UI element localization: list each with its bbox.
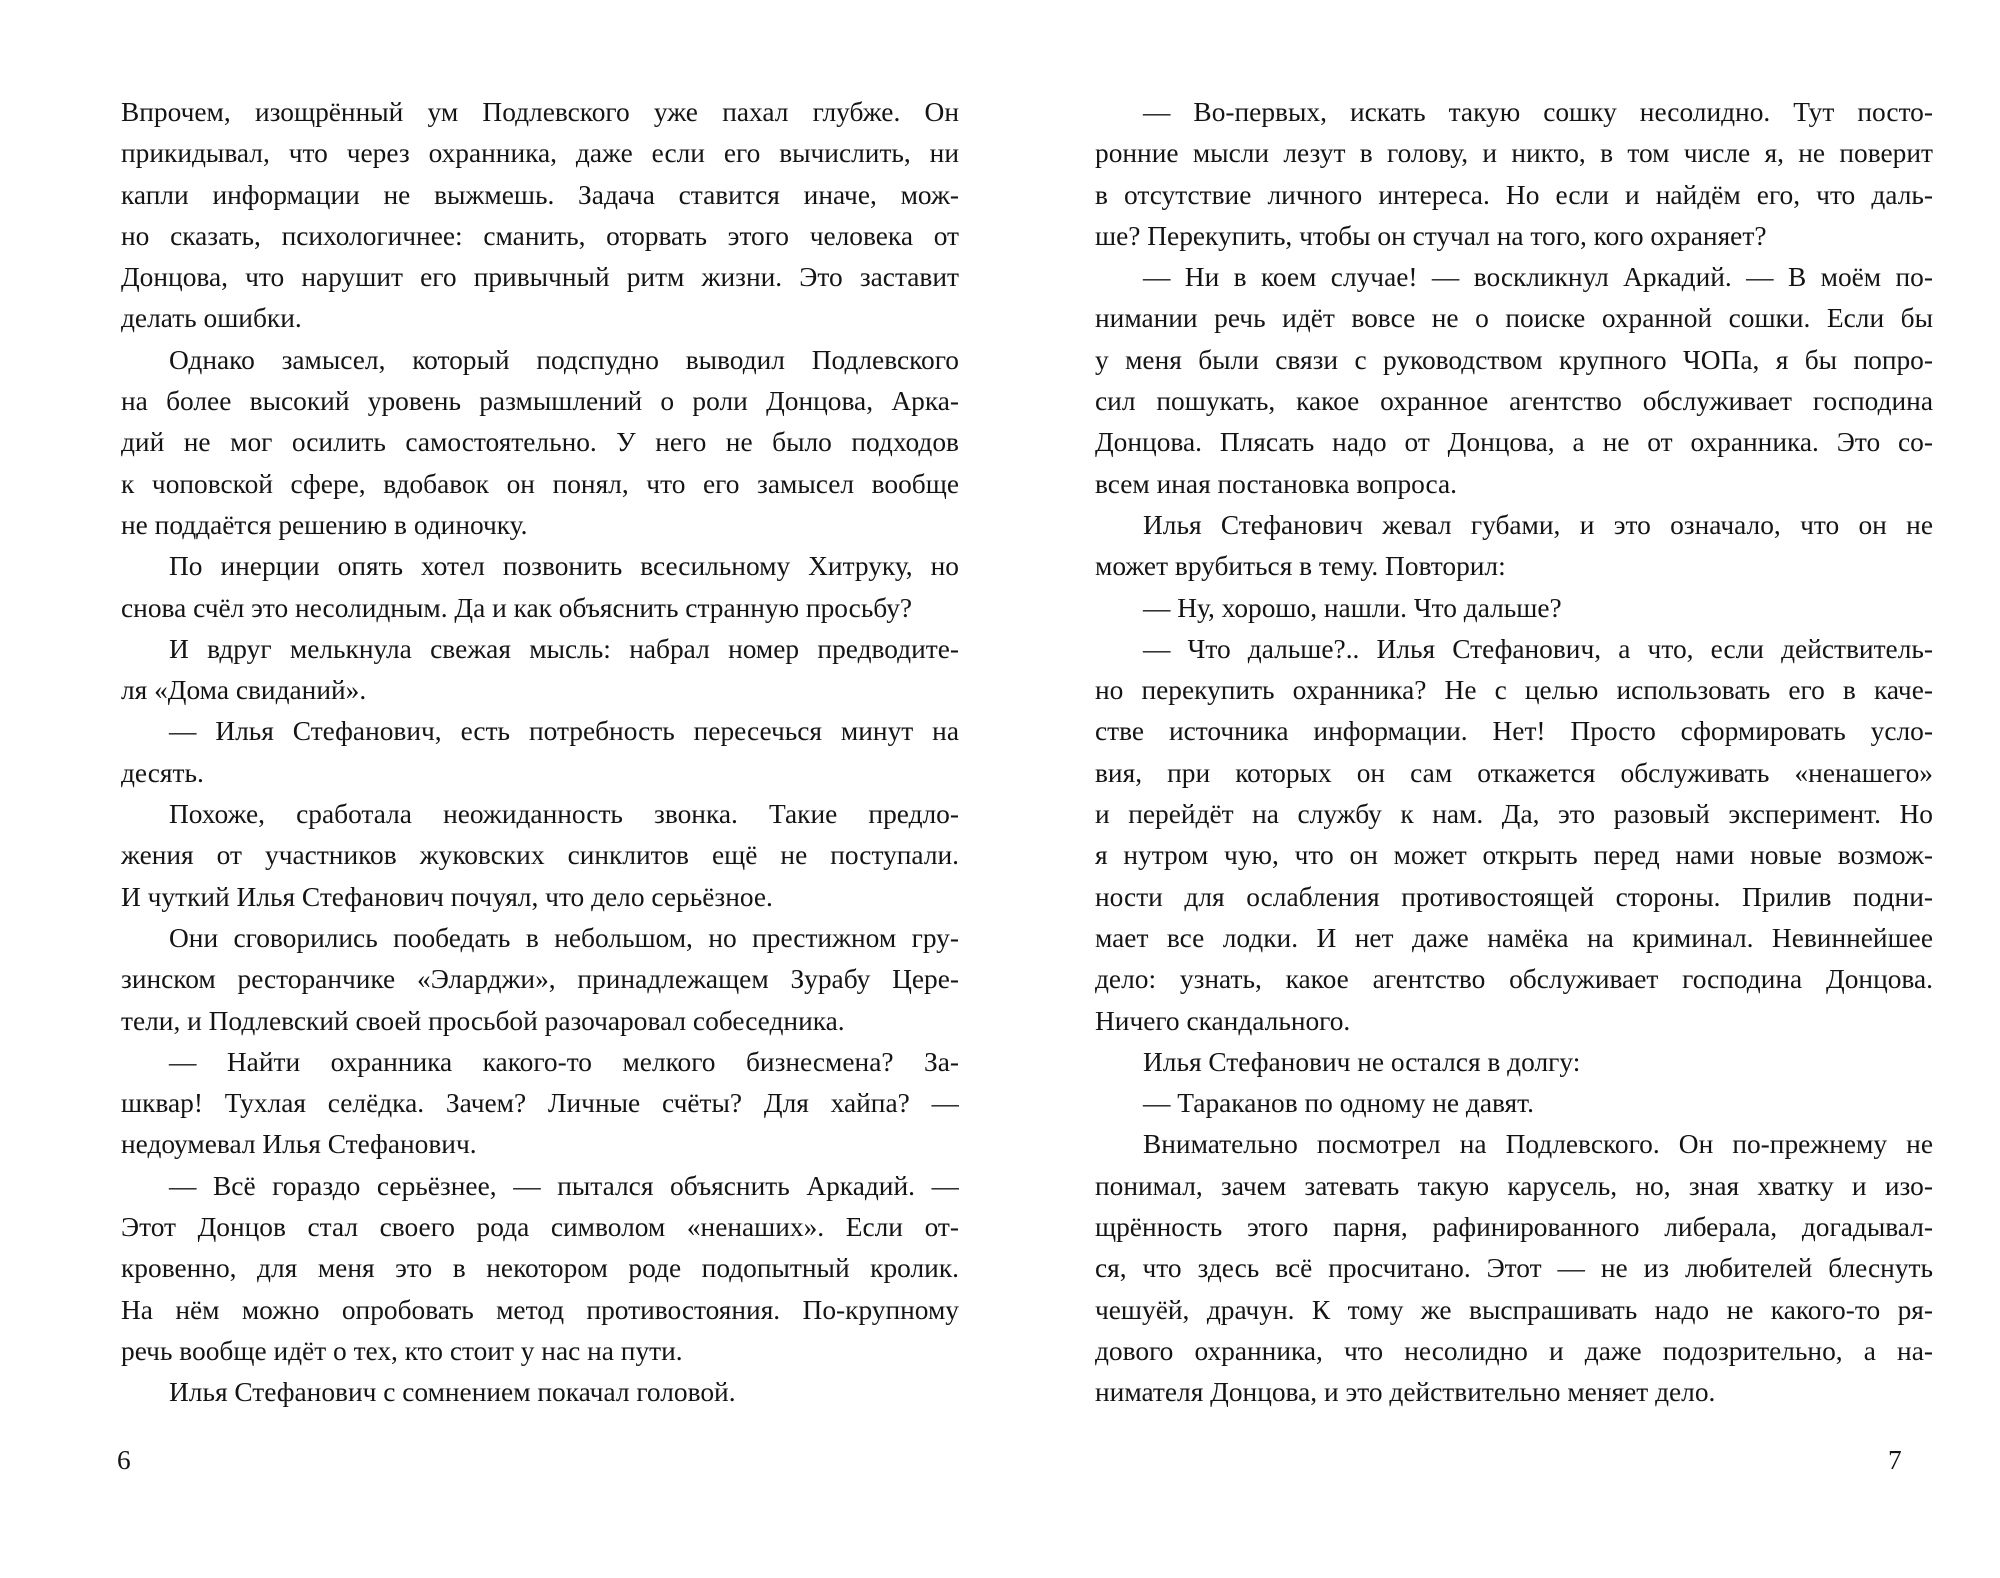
text-line: — Ни в коем случае! — воскликнул Аркадий. — В моём по- [1143,262,1933,293]
text-line: зинском ресторанчике «Эларджи», принадлежащем Зурабу Цере- [121,964,959,995]
text-line: нимателя Донцова, и это действительно меняет дело. [1095,1377,1716,1408]
text-line: и перейдёт на службу к нам. Да, это разовый эксперимент. Но [1095,799,1933,830]
text-line: речь вообще идёт о тех, кто стоит у нас на пути. [121,1335,683,1366]
text-line: в отсутствие личного интереса. Но если и найдём его, что даль- [1095,179,1933,210]
text-line: Похоже, сработала неожиданность звонка. Такие предло- [169,799,959,830]
text-line: у меня были связи с руководством крупного ЧОПа, я бы попро- [1095,344,1933,375]
text-line: — Ну, хорошо, нашли. Что дальше? [1143,592,1562,623]
right-page-number: 7 [1888,1445,1902,1475]
text-line: Внимательно посмотрел на Подлевского. Он по-прежнему не [1143,1129,1933,1160]
text-line: Впрочем, изощрённый ум Подлевского уже пахал глубже. Он [121,97,959,127]
text-line: ля «Дома свиданий». [121,675,367,706]
text-line: мает все лодки. И нет даже намёка на криминал. Невиннейшее [1095,922,1933,953]
left-page-text [121,92,959,1414]
text-line: По инерции опять хотел позвонить всесильному Хитруку, но [169,551,959,582]
text-line: Илья Стефанович не остался в долгу: [1143,1046,1581,1077]
text-line: стве источника информации. Нет! Просто сформировать усло- [1095,716,1933,747]
text-line: всем иная постановка вопроса. [1095,468,1458,499]
text-line: — Илья Стефанович, есть потребность пересечься минут на [169,716,959,747]
text-line: чешуёй, драчун. К тому же выспрашивать надо не какого-то ря- [1095,1294,1933,1325]
right-page-text [1095,92,1933,1414]
text-line: И вдруг мелькнула свежая мысль: набрал номер предводите- [169,633,959,664]
text-line: не поддаётся решению в одиночку. [121,509,528,540]
text-line: Ничего скандального. [1095,1005,1351,1036]
text-line: — Что дальше?.. Илья Стефанович, а что, если действитель- [1143,633,1933,664]
text-line: — Во-первых, искать такую сошку несолидно. Тут посто- [1143,97,1933,127]
text-line: может врубиться в тему. Повторил: [1095,551,1506,582]
text-line: делать ошибки. [121,303,302,334]
text-line: кровенно, для меня это в некотором роде подопытный кролик. [121,1253,959,1284]
text-line: капли информации не выжмешь. Задача ставится иначе, мож- [121,179,959,210]
text-line: Они сговорились пообедать в небольшом, но престижном гру- [169,922,959,953]
text-line: — Всё гораздо серьёзнее, — пытался объяснить Аркадий. — [169,1170,959,1201]
text-line: нимании речь идёт вовсе не о поиске охранной сошки. Если бы [1095,303,1933,334]
text-line: Донцова, что нарушит его привычный ритм жизни. Это заставит [121,262,959,293]
text-line: шквар! Тухлая селёдка. Зачем? Личные счёты? Для хайпа? — [121,1088,959,1119]
text-line: тели, и Подлевский своей просьбой разочаровал собеседника. [121,1005,845,1036]
text-line: Донцова. Плясать надо от Донцова, а не от охранника. Это со- [1095,427,1933,458]
text-line: вия, при которых он сам откажется обслуживать «ненашего» [1095,757,1933,788]
text-line: И чуткий Илья Стефанович почуял, что дело серьёзное. [121,881,773,912]
text-line: понимал, зачем затевать такую карусель, но, зная хватку и изо- [1095,1170,1933,1201]
text-line: щрённость этого парня, рафинированного либерала, догадывал- [1095,1212,1933,1243]
text-line: прикидывал, что через охранника, даже если его вычислить, ни [121,138,959,169]
text-line: ронние мысли лезут в голову, и никто, в том числе я, не поверит [1095,138,1933,169]
text-line: ности для ослабления противостоящей стороны. Прилив подни- [1095,881,1933,912]
text-line: на более высокий уровень размышлений о роли Донцова, Арка- [121,386,959,417]
text-line: ся, что здесь всё просчитано. Этот — не из любителей блеснуть [1095,1253,1933,1284]
text-line: Илья Стефанович с сомнением покачал головой. [169,1377,736,1408]
text-line: — Найти охранника какого-то мелкого бизнесмена? За- [169,1046,959,1077]
text-line: я нутром чую, что он может открыть перед нами новые возмож- [1095,840,1933,871]
text-line: Этот Донцов стал своего рода символом «ненаших». Если от- [121,1212,959,1243]
text-line: но перекупить охранника? Не с целью использовать его в каче- [1095,675,1933,706]
text-line: дий не мог осилить самостоятельно. У него не было подходов [121,427,959,458]
text-line: — Тараканов по одному не давят. [1143,1088,1534,1119]
text-line: Однако замысел, который подспудно выводил Подлевского [169,344,959,375]
text-line: Илья Стефанович жевал губами, и это означало, что он не [1143,509,1933,540]
text-line: десять. [121,757,204,788]
text-line: жения от участников жуковских синклитов ещё не поступали. [121,840,959,871]
text-line: к чоповской сфере, вдобавок он понял, что его замысел вообще [121,468,959,499]
text-line: недоумевал Илья Стефанович. [121,1129,477,1160]
text-line: На нём можно опробовать метод противостояния. По-крупному [121,1294,959,1325]
text-line: снова счёл это несолидным. Да и как объяснить странную просьбу? [121,592,913,623]
text-line: сил пошукать, какое охранное агентство обслуживает господина [1095,386,1933,417]
text-line: но сказать, психологичнее: сманить, оторвать этого человека от [121,220,959,251]
left-page-number: 6 [117,1445,131,1475]
text-line: дового охранника, что несолидно и даже подозрительно, а на- [1095,1335,1933,1366]
text-line: ше? Перекупить, чтобы он стучал на того, кого охраняет? [1095,220,1767,251]
text-line: дело: узнать, какое агентство обслуживает господина Донцова. [1095,964,1933,995]
